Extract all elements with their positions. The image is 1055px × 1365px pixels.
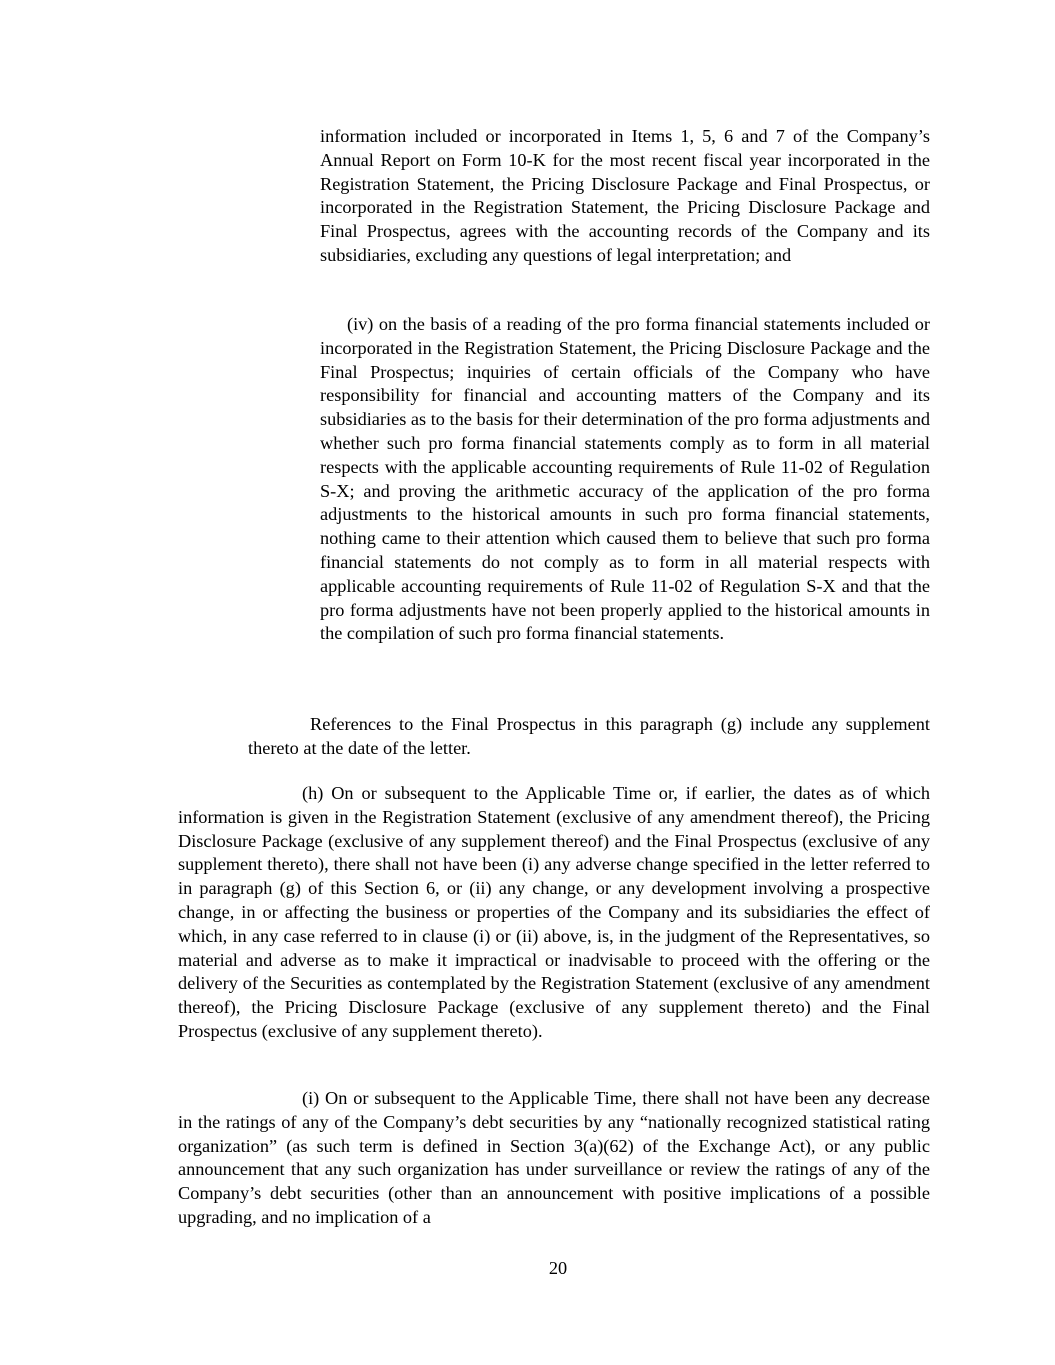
paragraph-references: References to the Final Prospectus in this paragraph (g) include any supplement thereto at the date of the letter. [248,714,930,758]
paragraph-iv: (iv) on the basis of a reading of the pro forma financial statements included or incorporated in the Registration Statement, the Pricing Disclosure Package and the Final Prospectus; inquiries of certain officials of the Company who have responsibility for financial and accounting matters of the Company and its subsidiaries as to the basis for their determination of the pro forma adjustments and whether such pro forma financial statements comply as to form in all material respects with the applicable accounting requirements of Rule 11-02 of Regulation S-X; and proving the arithmetic accuracy of the application of the pro forma adjustments to the historical amounts in such pro forma financial statements, nothing came to their attention which caused them to believe that such pro forma financial statements do not comply as to form in all material respects with applicable accounting requirements of Rule 11-02 of Regulation S-X and that the pro forma adjustments have not been properly applied to the historical amounts in the compilation of such pro forma financial statements. [320,314,930,644]
page-number: 20 [548,1258,568,1278]
paragraph-iii-continuation: information included or incorporated in Items 1, 5, 6 and 7 of the Company’s Annual Report on Form 10-K for the most recent fiscal year incorporated in the Registration Statement, the Pricing Disclosure Package and Final Prospectus, or incorporated in the Registration Statement, the Pricing Disclosure Package and Final Prospectus, agrees with the accounting records of the Company and its subsidiaries, excluding any questions of legal interpretation; and [320,126,930,265]
paragraph-i: (i) On or subsequent to the Applicable Time, there shall not have been any decrease in the ratings of any of the Company’s debt securities by any “nationally recognized statistical rating organization” (as such term is defined in Section 3(a)(62) of the Exchange Act), or any public announcement that any such organization has under surveillance or review the ratings of any of the Company’s debt securities (other than an announcement with positive implications of a possible upgrading, and no implication of a [178,1088,930,1227]
paragraph-h: (h) On or subsequent to the Applicable Time or, if earlier, the dates as of which information is given in the Registration Statement (exclusive of any amendment thereof), the Pricing Disclosure Package (exclusive of any supplement thereof) and the Final Prospectus (exclusive of any supplement thereto), there shall not have been (i) any adverse change specified in the letter referred to in paragraph (g) of this Section 6, or (ii) any change, or any development involving a prospective change, in or affecting the business or properties of the Company and its subsidiaries the effect of which, in any case referred to in clause (i) or (ii) above, is, in the judgment of the Representatives, so material and adverse as to make it impractical or inadvisable to proceed with the offering or the delivery of the Securities as contemplated by the Registration Statement (exclusive of any amendment thereof), the Pricing Disclosure Package (exclusive of any supplement thereto) and the Final Prospectus (exclusive of any supplement thereto). [178,783,930,1041]
